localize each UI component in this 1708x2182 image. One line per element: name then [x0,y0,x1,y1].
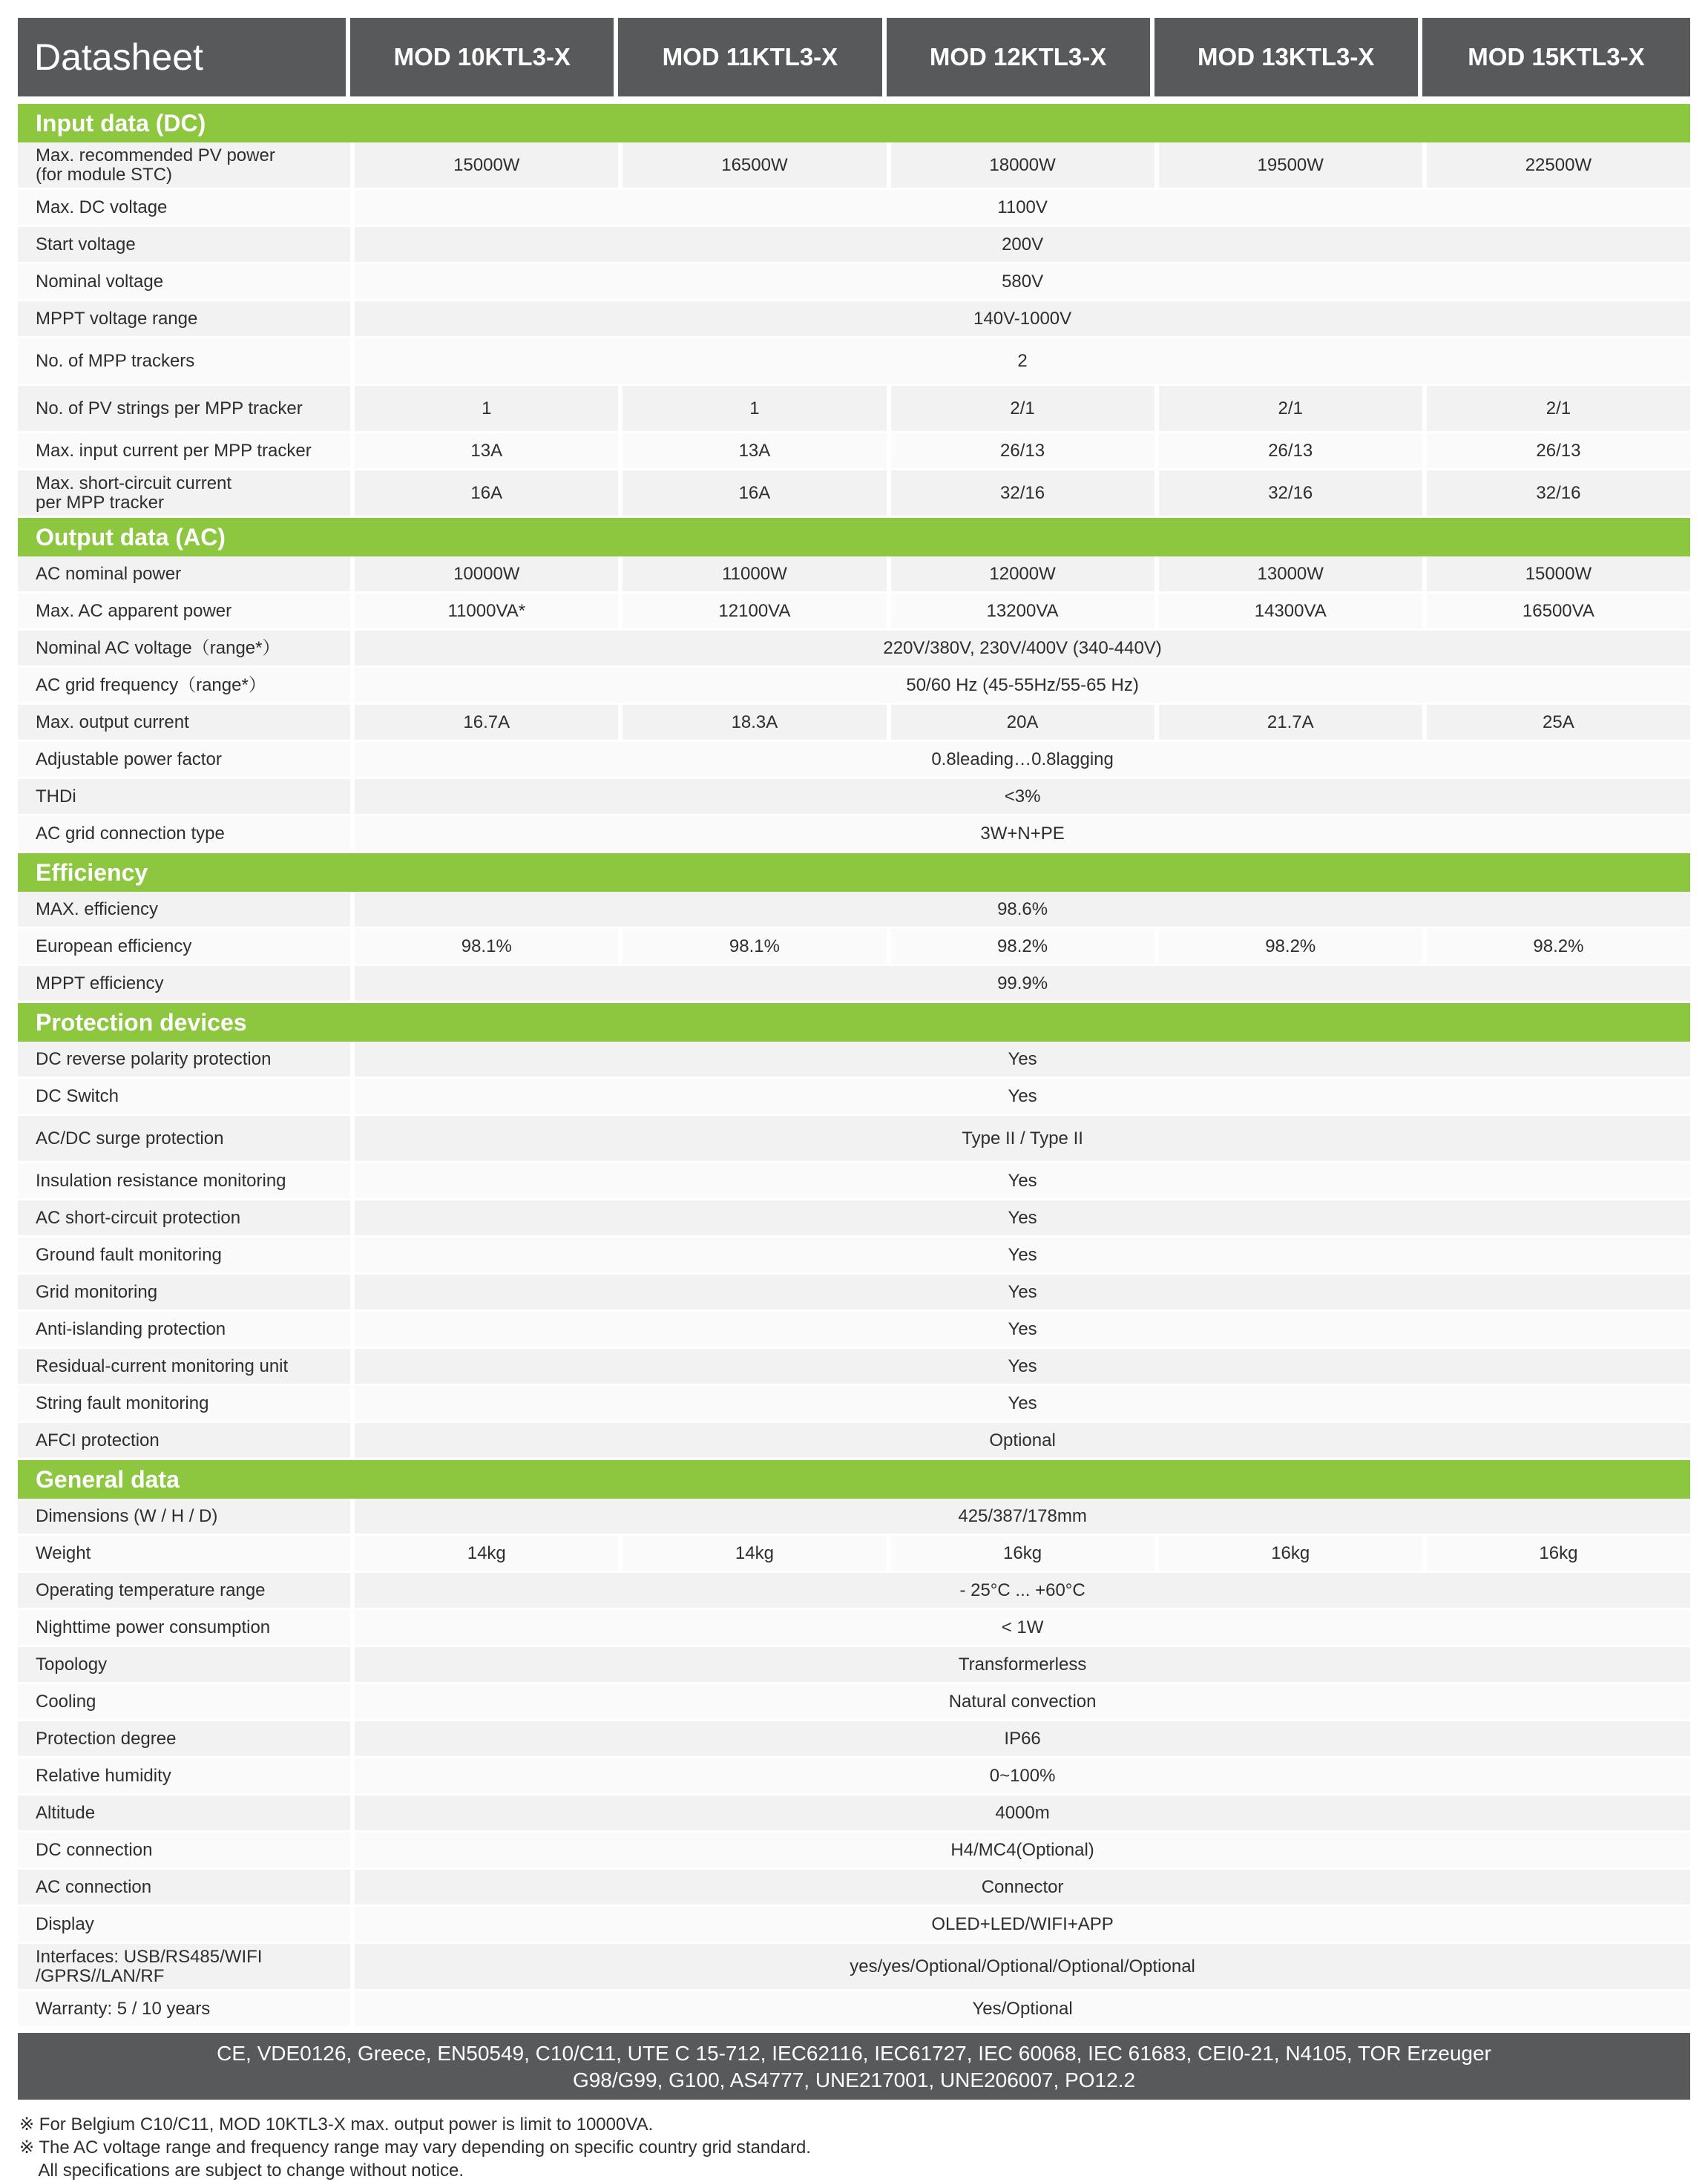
spec-row [18,1647,1690,1684]
spec-label: Interfaces: USB/RS485/WIFI /GPRS//LAN/RF [18,1944,350,1991]
spec-value: 32/16 [1422,470,1690,518]
model-header: MOD 12KTL3-X [887,18,1154,96]
spec-value: 1 [618,386,886,433]
spec-row [18,1042,1690,1079]
spec-value: 16A [618,470,886,518]
spec-label: Max. DC voltage [18,190,350,227]
spec-row [18,1275,1690,1312]
spec-value: 0~100% [350,1758,1690,1795]
spec-value: 200V [350,227,1690,264]
spec-label: Altitude [18,1795,350,1833]
spec-row [18,264,1690,301]
spec-value: Yes [350,1312,1690,1349]
spec-label: Nominal AC voltage（range*） [18,631,350,668]
spec-row [18,929,1690,966]
spec-value: 2 [350,338,1690,386]
spec-value: Connector [350,1870,1690,1907]
spec-row [18,1758,1690,1795]
spec-row [18,668,1690,705]
section-header [18,1003,1690,1042]
spec-value: Type II / Type II [350,1116,1690,1163]
spec-value: OLED+LED/WIFI+APP [350,1907,1690,1944]
spec-row [18,1573,1690,1610]
spec-value: 16kg [1422,1536,1690,1573]
spec-row [18,338,1690,386]
spec-label: Nighttime power consumption [18,1610,350,1647]
spec-row [18,1907,1690,1944]
spec-value: 12100VA [618,594,886,631]
spec-value: 16kg [887,1536,1154,1573]
spec-value: 16kg [1154,1536,1422,1573]
spec-label: Operating temperature range [18,1573,350,1610]
spec-value: 25A [1422,705,1690,742]
spec-row [18,470,1690,518]
spec-row [18,1536,1690,1573]
spec-value: 2/1 [1422,386,1690,433]
spec-row [18,1079,1690,1116]
model-header: MOD 10KTL3-X [350,18,618,96]
datasheet [18,18,1690,2182]
spec-label: Max. recommended PV power (for module STC) [18,142,350,190]
spec-row [18,227,1690,264]
spec-value: 21.7A [1154,705,1422,742]
section-title: Input data (DC) [18,104,1690,142]
certifications-line: CE, VDE0126, Greece, EN50549, C10/C11, UTE C 15-712, IEC62116, IEC61727, IEC 60068, IEC 61683, CEI0-21, N4105, TOR Erzeuger [217,2042,1491,2065]
spec-row [18,1116,1690,1163]
spec-label: AC/DC surge protection [18,1116,350,1163]
spec-row [18,1870,1690,1907]
spec-value: Yes [350,1386,1690,1423]
spec-value: 4000m [350,1795,1690,1833]
spec-row [18,1991,1690,2028]
spec-label: Residual-current monitoring unit [18,1349,350,1386]
spec-row [18,190,1690,227]
spec-label: String fault monitoring [18,1386,350,1423]
spec-value: Optional [350,1423,1690,1460]
spec-row [18,892,1690,929]
section-title: General data [18,1460,1690,1499]
spec-value: - 25°C ... +60°C [350,1573,1690,1610]
certifications-bar [18,2033,1690,2100]
spec-label: Insulation resistance monitoring [18,1163,350,1200]
spec-row [18,742,1690,779]
spec-value: 50/60 Hz (45-55Hz/55-65 Hz) [350,668,1690,705]
spec-row [18,1386,1690,1423]
spec-row [18,631,1690,668]
spec-label: Nominal voltage [18,264,350,301]
section-title: Output data (AC) [18,518,1690,556]
spec-value: Yes [350,1042,1690,1079]
section-header [18,853,1690,892]
spec-label: European efficiency [18,929,350,966]
datasheet-title: Datasheet [18,18,350,96]
spec-value: 3W+N+PE [350,816,1690,853]
spec-value: 14kg [618,1536,886,1573]
section-header [18,518,1690,556]
model-header: MOD 15KTL3-X [1422,18,1690,96]
spec-value: 16500W [618,142,886,190]
spec-value: 12000W [887,556,1154,594]
spec-value: 13200VA [887,594,1154,631]
spec-value: 13A [350,433,618,470]
spec-row [18,1349,1690,1386]
spec-label: Display [18,1907,350,1944]
spec-value: Yes [350,1163,1690,1200]
spec-value: 18.3A [618,705,886,742]
spec-label: Topology [18,1647,350,1684]
spec-label: Max. input current per MPP tracker [18,433,350,470]
spec-value: 1100V [350,190,1690,227]
spec-table [18,18,1690,2028]
spec-value: 22500W [1422,142,1690,190]
spec-label: Cooling [18,1684,350,1721]
spec-row [18,386,1690,433]
spec-value: IP66 [350,1721,1690,1758]
spec-value: 26/13 [1154,433,1422,470]
footnote: All specifications are subject to change without notice. [19,2160,464,2181]
spec-label: Ground fault monitoring [18,1238,350,1275]
spec-value: Yes [350,1238,1690,1275]
spec-row [18,556,1690,594]
spec-value: 425/387/178mm [350,1499,1690,1536]
spec-label: Adjustable power factor [18,742,350,779]
spec-label: No. of MPP trackers [18,338,350,386]
spec-value: 26/13 [1422,433,1690,470]
spec-value: 20A [887,705,1154,742]
spec-value: 2/1 [887,386,1154,433]
spec-value: 32/16 [887,470,1154,518]
spec-row [18,1721,1690,1758]
spec-label: AC grid frequency（range*） [18,668,350,705]
spec-label: Max. short-circuit current per MPP tracker [18,470,350,518]
spec-value: 98.1% [350,929,618,966]
spec-value: 16A [350,470,618,518]
spec-label: Weight [18,1536,350,1573]
spec-label: Max. AC apparent power [18,594,350,631]
spec-value: 16500VA [1422,594,1690,631]
spec-row [18,594,1690,631]
spec-label: MPPT voltage range [18,301,350,338]
spec-value: 1 [350,386,618,433]
spec-label: AC grid connection type [18,816,350,853]
footnote: ※ For Belgium C10/C11, MOD 10KTL3-X max. output power is limit to 10000VA. [19,2114,654,2135]
spec-row [18,705,1690,742]
spec-row [18,1423,1690,1460]
spec-value: 11000VA* [350,594,618,631]
model-header: MOD 13KTL3-X [1154,18,1422,96]
spec-label: AC nominal power [18,556,350,594]
spec-label: Anti-islanding protection [18,1312,350,1349]
spec-value: Yes [350,1200,1690,1238]
spec-label: Relative humidity [18,1758,350,1795]
spec-row [18,1610,1690,1647]
spec-value: Yes [350,1275,1690,1312]
certifications-line: G98/G99, G100, AS4777, UNE217001, UNE206007, PO12.2 [572,2068,1136,2091]
spec-value: Yes [350,1349,1690,1386]
spec-row [18,1499,1690,1536]
spec-row [18,1684,1690,1721]
spec-value: 98.2% [1422,929,1690,966]
spec-row [18,1200,1690,1238]
footnote: ※ The AC voltage range and frequency range may vary depending on specific country grid standard. [19,2137,811,2158]
spec-value: yes/yes/Optional/Optional/Optional/Optional [350,1944,1690,1991]
spec-value: < 1W [350,1610,1690,1647]
spec-value: 98.1% [618,929,886,966]
spec-value: H4/MC4(Optional) [350,1833,1690,1870]
spec-label: AFCI protection [18,1423,350,1460]
spec-row [18,779,1690,816]
spec-label: No. of PV strings per MPP tracker [18,386,350,433]
spec-label: MPPT efficiency [18,966,350,1003]
spec-label: AC connection [18,1870,350,1907]
spec-label: Warranty: 5 / 10 years [18,1991,350,2028]
spec-row [18,142,1690,190]
spec-value: 13A [618,433,886,470]
spec-value: 0.8leading…0.8lagging [350,742,1690,779]
section-title: Protection devices [18,1003,1690,1042]
section-header [18,104,1690,142]
spec-label: MAX. efficiency [18,892,350,929]
spec-value: <3% [350,779,1690,816]
spec-value: 19500W [1154,142,1422,190]
spec-value: 2/1 [1154,386,1422,433]
spec-row [18,301,1690,338]
spec-value: Transformerless [350,1647,1690,1684]
spec-row [18,966,1690,1003]
spec-value: 10000W [350,556,618,594]
spec-value: 15000W [1422,556,1690,594]
spec-value: Natural convection [350,1684,1690,1721]
spec-value: Yes/Optional [350,1991,1690,2028]
spec-label: DC reverse polarity protection [18,1042,350,1079]
spec-value: 99.9% [350,966,1690,1003]
section-header [18,1460,1690,1499]
spec-value: 220V/380V, 230V/400V (340-440V) [350,631,1690,668]
spec-row [18,1795,1690,1833]
model-header-row [18,18,1690,96]
spec-label: AC short-circuit protection [18,1200,350,1238]
spec-value: 580V [350,264,1690,301]
spec-label: DC connection [18,1833,350,1870]
spec-row [18,1238,1690,1275]
spec-value: 15000W [350,142,618,190]
spec-value: 14kg [350,1536,618,1573]
spec-value: 140V-1000V [350,301,1690,338]
spec-label: THDi [18,779,350,816]
spec-body [18,104,1690,2028]
model-header: MOD 11KTL3-X [618,18,886,96]
spec-value: 11000W [618,556,886,594]
spec-label: Grid monitoring [18,1275,350,1312]
spec-row [18,433,1690,470]
spec-value: Yes [350,1079,1690,1116]
spec-label: DC Switch [18,1079,350,1116]
spec-row [18,816,1690,853]
spec-row [18,1833,1690,1870]
spec-label: Max. output current [18,705,350,742]
spec-row [18,1163,1690,1200]
spec-value: 14300VA [1154,594,1422,631]
spec-label: Protection degree [18,1721,350,1758]
spec-label: Start voltage [18,227,350,264]
spec-value: 98.6% [350,892,1690,929]
spec-value: 98.2% [1154,929,1422,966]
spec-row [18,1312,1690,1349]
spec-value: 18000W [887,142,1154,190]
spec-value: 16.7A [350,705,618,742]
spec-row [18,1944,1690,1991]
spec-value: 26/13 [887,433,1154,470]
footnotes [18,2113,1690,2182]
spec-value: 32/16 [1154,470,1422,518]
spec-value: 98.2% [887,929,1154,966]
section-title: Efficiency [18,853,1690,892]
spec-label: Dimensions (W / H / D) [18,1499,350,1536]
spec-value: 13000W [1154,556,1422,594]
